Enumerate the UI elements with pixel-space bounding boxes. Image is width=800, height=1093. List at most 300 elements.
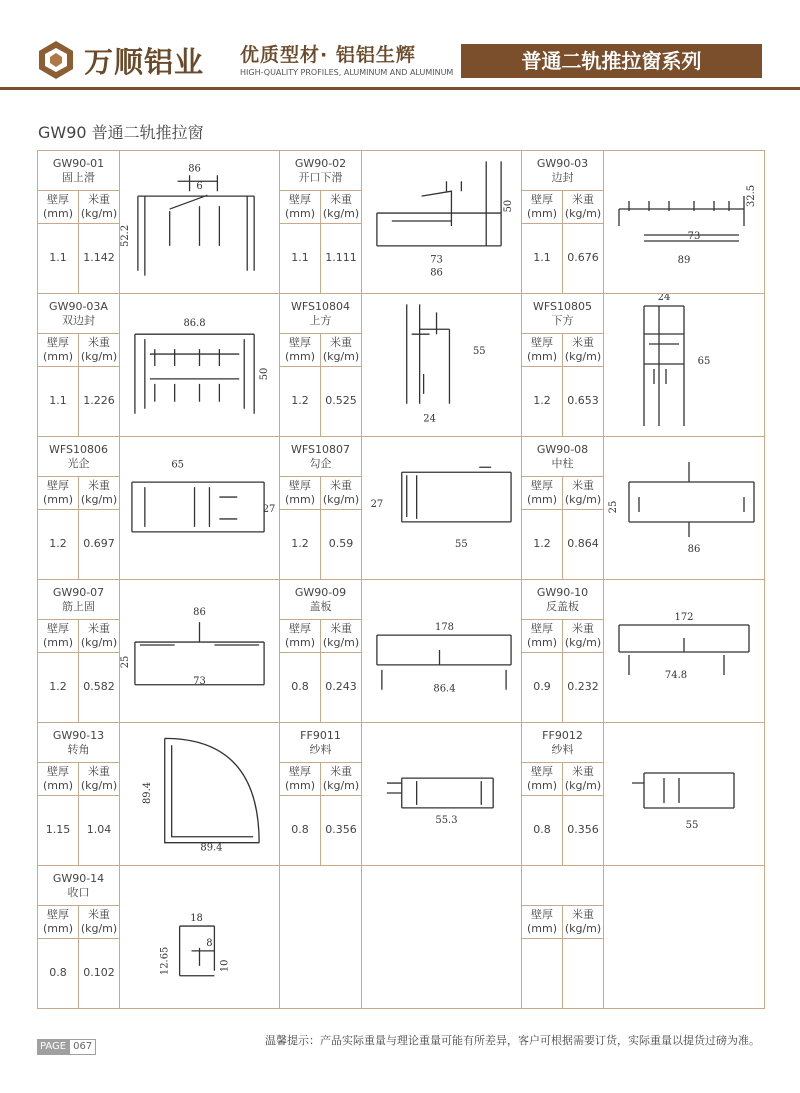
wall-value-line1: 1.2	[533, 394, 551, 408]
wall-value-line1: 1.1	[49, 394, 67, 408]
weight-header-line1: 米重	[330, 765, 352, 779]
profile-section-drawing	[604, 151, 764, 293]
weight-header	[321, 191, 362, 223]
wall-header-line1: 壁厚	[47, 479, 69, 493]
weight-header	[321, 620, 362, 652]
wall-header-line1: 壁厚	[531, 908, 553, 922]
weight-value	[79, 509, 120, 580]
profile-outline	[632, 773, 734, 808]
weight-header-line1: 米重	[572, 908, 594, 922]
weight-header-line2: (kg/m)	[564, 921, 602, 935]
profile-name: 下方	[551, 313, 574, 327]
weight-header-line2: (kg/m)	[322, 492, 360, 506]
profile-drawing	[120, 723, 280, 866]
wall-header-line2: (mm)	[42, 921, 73, 935]
weight-header	[321, 477, 362, 509]
page-number-tag	[37, 1039, 96, 1055]
weight-value-line1: 1.226	[83, 394, 115, 408]
profile-name: 中柱	[551, 456, 574, 470]
dimension-label: 55.3	[435, 814, 458, 826]
weight-value	[79, 652, 120, 723]
wall-value-line1: 1.2	[291, 537, 309, 551]
wall-header-line2: (mm)	[42, 206, 73, 220]
wall-header-line2: (mm)	[42, 492, 73, 506]
wall-value-line1: 1.2	[49, 537, 67, 551]
profile-code: GW90-10	[536, 585, 589, 599]
wall-value-line1: 1.2	[49, 680, 67, 694]
dimension-label: 178	[435, 622, 454, 634]
wall-header	[38, 620, 79, 652]
profile-section-drawing	[362, 151, 521, 293]
empty-cell	[522, 938, 563, 1009]
brand-logo-icon	[36, 40, 76, 80]
dimension-label: 65	[697, 356, 711, 367]
weight-value	[563, 795, 604, 866]
weight-header-line1: 米重	[572, 193, 594, 207]
wall-value	[38, 509, 79, 580]
weight-header-line2: (kg/m)	[564, 635, 602, 649]
wall-header	[522, 906, 563, 938]
profile-drawing	[604, 437, 765, 580]
wall-value-line1: 1.1	[49, 251, 67, 265]
weight-value-line1: 1.111	[325, 251, 357, 265]
dimension-label: 172	[674, 612, 694, 623]
weight-header	[563, 477, 604, 509]
dimension-label: 12.65	[159, 946, 171, 976]
weight-value-line1: 0.356	[325, 823, 357, 837]
weight-value	[79, 938, 120, 1009]
profile-section-drawing	[120, 294, 279, 436]
profile-name: 固上滑	[62, 170, 95, 184]
weight-value-line1: 0.243	[325, 680, 357, 694]
wall-value	[38, 938, 79, 1009]
wall-header-line1: 壁厚	[531, 479, 553, 493]
wall-value	[38, 795, 79, 866]
dimension-label: 89.4	[141, 781, 153, 805]
footer-note: 温馨提示：产品实际重量与理论重量可能有所差异，客户可根据需要订货，实际重量以提货过磅为准。	[265, 1034, 760, 1047]
dimension-label: 73	[430, 254, 443, 266]
wall-header-line1: 壁厚	[289, 479, 311, 493]
weight-value-line1: 0.232	[567, 680, 599, 694]
dimension-label: 73	[193, 675, 206, 687]
dimension-label: 55	[455, 538, 468, 550]
profile-code-cell	[522, 151, 604, 191]
wall-value-line1: 1.15	[45, 823, 71, 837]
wall-header-line2: (mm)	[526, 921, 557, 935]
header-rule	[0, 87, 800, 90]
weight-value-line1: 0.525	[325, 394, 357, 408]
profile-section-drawing	[120, 723, 279, 865]
profile-code: GW90-13	[52, 728, 105, 742]
dimension-label: 89	[677, 255, 691, 266]
profile-code: GW90-03A	[49, 299, 108, 313]
profile-outline	[619, 196, 744, 241]
dimension-label: 86	[188, 163, 201, 175]
profile-code-cell	[280, 437, 362, 477]
profile-code: GW90-02	[294, 156, 347, 170]
series-title: 普通二轨推拉窗系列	[461, 44, 762, 78]
weight-header	[563, 191, 604, 223]
profile-drawing	[120, 866, 280, 1009]
profile-drawing	[120, 294, 280, 437]
profile-drawing	[604, 723, 765, 866]
weight-value-line1: 0.653	[567, 394, 599, 408]
profile-name: 双边封	[62, 313, 95, 327]
weight-header-line2: (kg/m)	[80, 921, 118, 935]
profile-section-drawing	[120, 866, 279, 1008]
profile-drawing	[362, 437, 522, 580]
profile-outline	[132, 482, 264, 532]
wall-value-line1: 1.2	[291, 394, 309, 408]
profile-code: WFS10805	[533, 299, 592, 313]
wall-value-line1: 0.8	[291, 680, 309, 694]
weight-value-line1: 1.142	[83, 251, 115, 265]
weight-header-line2: (kg/m)	[80, 635, 118, 649]
weight-value	[563, 223, 604, 294]
wall-header	[522, 620, 563, 652]
wall-header-line2: (mm)	[284, 635, 315, 649]
profile-outline	[165, 738, 259, 842]
dimension-label: 27	[262, 503, 276, 515]
profile-drawing	[604, 866, 765, 1009]
weight-header	[563, 906, 604, 938]
dimension-label: 86	[430, 267, 443, 279]
dimension-label: 65	[171, 459, 184, 471]
dimension-label: 50	[259, 367, 271, 381]
profile-section-drawing	[120, 580, 279, 722]
weight-header-line1: 米重	[330, 193, 352, 207]
weight-header-line2: (kg/m)	[322, 349, 360, 363]
weight-value-line1: 0.356	[567, 823, 599, 837]
profile-name: 上方	[309, 313, 332, 327]
profile-code: GW90-14	[52, 871, 105, 885]
wall-header-line1: 壁厚	[47, 622, 69, 636]
weight-header-line1: 米重	[572, 479, 594, 493]
weight-header-line2: (kg/m)	[322, 635, 360, 649]
wall-value	[280, 795, 321, 866]
profile-outline	[407, 304, 450, 403]
profile-section-drawing	[362, 294, 521, 436]
empty-cell	[563, 938, 604, 1009]
profile-name: 收口	[67, 885, 90, 899]
weight-value	[79, 366, 120, 437]
weight-value-line1: 0.102	[83, 966, 115, 980]
profile-section-drawing	[362, 723, 521, 865]
profile-name: 转角	[67, 742, 90, 756]
wall-header-line1: 壁厚	[531, 193, 553, 207]
wall-header-line1: 壁厚	[289, 622, 311, 636]
profile-drawing	[120, 151, 280, 294]
dimension-label: 86	[193, 607, 206, 619]
profile-code-cell	[38, 294, 120, 334]
weight-header	[321, 763, 362, 795]
weight-header	[79, 334, 120, 366]
wall-value	[280, 652, 321, 723]
weight-header-line1: 米重	[572, 765, 594, 779]
wall-header-line1: 壁厚	[531, 336, 553, 350]
profile-code-cell	[280, 294, 362, 334]
profile-section-drawing	[604, 723, 764, 865]
wall-value	[280, 223, 321, 294]
profile-code: GW90-03	[536, 156, 589, 170]
weight-value	[79, 795, 120, 866]
empty-cell	[280, 866, 362, 1009]
wall-header	[38, 763, 79, 795]
weight-header	[563, 763, 604, 795]
profile-section-drawing	[120, 437, 279, 579]
weight-header-line1: 米重	[88, 908, 110, 922]
wall-header-line1: 壁厚	[47, 193, 69, 207]
profile-code: GW90-01	[52, 156, 105, 170]
profile-code-cell	[280, 151, 362, 191]
profile-code: GW90-09	[294, 585, 347, 599]
wall-header-line2: (mm)	[42, 778, 73, 792]
wall-value-line1: 1.1	[291, 251, 309, 265]
dimension-label: 18	[190, 913, 203, 925]
wall-value	[522, 366, 563, 437]
profile-name: 边封	[551, 170, 574, 184]
profile-section-drawing	[362, 437, 521, 579]
dimension-label: 6	[196, 181, 203, 193]
profile-table	[37, 150, 765, 1009]
wall-header	[280, 191, 321, 223]
wall-value	[38, 366, 79, 437]
weight-value-line1: 0.864	[567, 537, 599, 551]
wall-value	[280, 509, 321, 580]
weight-header	[563, 334, 604, 366]
wall-header-line2: (mm)	[284, 492, 315, 506]
wall-value	[522, 652, 563, 723]
profile-outline	[644, 306, 684, 426]
weight-header	[79, 191, 120, 223]
dimension-label: 24	[423, 413, 436, 425]
profile-drawing	[362, 866, 522, 1009]
wall-header	[522, 191, 563, 223]
profile-drawing	[604, 580, 765, 723]
profile-outline	[135, 334, 254, 414]
wall-header-line1: 壁厚	[531, 765, 553, 779]
wall-header	[38, 906, 79, 938]
profile-section-drawing	[604, 294, 764, 436]
profile-code-cell	[522, 723, 604, 763]
brand-name: 万顺铝业	[84, 45, 205, 79]
profile-code-cell	[522, 294, 604, 334]
profile-code-cell	[38, 437, 120, 477]
weight-value-line1: 0.676	[567, 251, 599, 265]
profile-code-cell	[522, 437, 604, 477]
wall-header-line2: (mm)	[284, 349, 315, 363]
profile-code-cell	[280, 580, 362, 620]
profile-name: 纱料	[309, 742, 332, 756]
weight-value-line1: 0.582	[83, 680, 115, 694]
profile-code-cell	[38, 723, 120, 763]
page-number: 067	[69, 1039, 96, 1055]
dimension-label: 86.8	[183, 318, 206, 330]
weight-value	[563, 509, 604, 580]
wall-header-line2: (mm)	[42, 349, 73, 363]
wall-value-line1: 0.9	[533, 680, 551, 694]
dimension-label: 73	[687, 231, 701, 242]
wall-value	[522, 509, 563, 580]
profile-code: GW90-07	[52, 585, 105, 599]
weight-value	[321, 366, 362, 437]
weight-header	[79, 906, 120, 938]
profile-drawing	[604, 294, 765, 437]
weight-header-line1: 米重	[88, 479, 110, 493]
weight-header	[563, 620, 604, 652]
profile-code-cell	[38, 151, 120, 191]
wall-header-line1: 壁厚	[47, 336, 69, 350]
dimension-label: 50	[503, 199, 515, 213]
wall-header	[38, 334, 79, 366]
weight-value-line1: 0.59	[328, 537, 354, 551]
profile-outline	[402, 467, 511, 522]
weight-header-line2: (kg/m)	[80, 778, 118, 792]
wall-value-line1: 0.8	[291, 823, 309, 837]
profile-code-cell	[522, 580, 604, 620]
wall-header	[280, 477, 321, 509]
profile-code: WFS10804	[291, 299, 350, 313]
wall-header-line2: (mm)	[526, 206, 557, 220]
weight-header-line2: (kg/m)	[80, 206, 118, 220]
profile-name: 盖板	[309, 599, 332, 613]
weight-value-line1: 1.04	[86, 823, 112, 837]
wall-header	[522, 763, 563, 795]
dimension-label: 52.2	[120, 224, 131, 247]
empty-cell	[522, 866, 604, 906]
wall-header-line2: (mm)	[526, 349, 557, 363]
weight-header-line1: 米重	[88, 336, 110, 350]
weight-value	[321, 509, 362, 580]
profile-name: 开口下滑	[298, 170, 343, 184]
profile-name: 光企	[67, 456, 90, 470]
page-title: GW90 普通二轨推拉窗	[38, 123, 204, 142]
dimension-label: 25	[608, 500, 619, 514]
profile-section-drawing	[362, 580, 521, 722]
wall-value	[38, 223, 79, 294]
weight-header-line1: 米重	[88, 622, 110, 636]
profile-outline	[377, 161, 501, 245]
wall-header	[38, 191, 79, 223]
profile-drawing	[362, 151, 522, 294]
weight-header-line2: (kg/m)	[564, 349, 602, 363]
wall-header-line1: 壁厚	[289, 193, 311, 207]
profile-drawing	[362, 723, 522, 866]
dimension-label: 89.4	[200, 842, 223, 854]
profile-drawing	[120, 437, 280, 580]
weight-value	[563, 366, 604, 437]
wall-value	[280, 366, 321, 437]
wall-value	[38, 652, 79, 723]
weight-value-line1: 0.697	[83, 537, 115, 551]
dimension-label: 86.4	[433, 683, 456, 695]
dimension-label: 55	[685, 820, 699, 831]
wall-header-line1: 壁厚	[531, 622, 553, 636]
profile-name: 反盖板	[546, 599, 579, 613]
wall-header-line2: (mm)	[284, 778, 315, 792]
profile-section-drawing	[604, 437, 764, 579]
weight-header	[79, 620, 120, 652]
wall-value-line1: 0.8	[49, 966, 67, 980]
weight-value	[321, 652, 362, 723]
dimension-label: 24	[657, 294, 671, 303]
profile-section-drawing	[120, 151, 279, 293]
profile-name: 筋上固	[62, 599, 95, 613]
wall-header-line1: 壁厚	[289, 765, 311, 779]
dimension-label: 74.8	[664, 670, 688, 681]
profile-code: FF9011	[300, 728, 341, 742]
wall-header-line1: 壁厚	[47, 908, 69, 922]
weight-header-line1: 米重	[572, 336, 594, 350]
wall-header	[280, 763, 321, 795]
wall-header	[280, 334, 321, 366]
dimension-label: 86	[687, 544, 701, 555]
dimension-label: 27	[370, 499, 384, 511]
dimension-label: 8	[206, 937, 213, 949]
slogan: 优质型材· 铝铝生辉	[240, 44, 416, 66]
weight-header-line2: (kg/m)	[564, 778, 602, 792]
weight-header-line2: (kg/m)	[80, 492, 118, 506]
weight-value	[321, 223, 362, 294]
weight-header-line1: 米重	[572, 622, 594, 636]
weight-header-line1: 米重	[88, 765, 110, 779]
profile-name: 纱料	[551, 742, 574, 756]
profile-drawing	[362, 294, 522, 437]
weight-header-line2: (kg/m)	[564, 206, 602, 220]
profile-code: GW90-08	[536, 442, 589, 456]
wall-value-line1: 0.8	[533, 823, 551, 837]
weight-header-line1: 米重	[330, 622, 352, 636]
wall-header	[522, 334, 563, 366]
profile-code: WFS10806	[49, 442, 108, 456]
profile-outline	[387, 778, 493, 808]
slogan-en: HIGH-QUALITY PROFILES, ALUMINUM AND ALUMINUM	[240, 68, 454, 77]
weight-header-line1: 米重	[330, 479, 352, 493]
profile-code-cell	[38, 580, 120, 620]
dimension-label: 32.5	[746, 184, 757, 208]
wall-value-line1: 1.2	[533, 537, 551, 551]
wall-value	[522, 795, 563, 866]
wall-value	[522, 223, 563, 294]
page-header	[0, 0, 800, 92]
weight-header-line2: (kg/m)	[80, 349, 118, 363]
weight-header-line1: 米重	[88, 193, 110, 207]
wall-header-line2: (mm)	[42, 635, 73, 649]
weight-header-line2: (kg/m)	[322, 206, 360, 220]
wall-header	[522, 477, 563, 509]
wall-header-line2: (mm)	[526, 778, 557, 792]
profile-drawing	[120, 580, 280, 723]
weight-header-line2: (kg/m)	[564, 492, 602, 506]
weight-header	[79, 763, 120, 795]
weight-value	[321, 795, 362, 866]
profile-drawing	[604, 151, 765, 294]
profile-drawing	[362, 580, 522, 723]
profile-code: FF9012	[542, 728, 583, 742]
wall-header-line2: (mm)	[284, 206, 315, 220]
wall-header-line2: (mm)	[526, 492, 557, 506]
profile-section-drawing	[604, 580, 764, 722]
page-label: PAGE	[37, 1039, 69, 1055]
weight-value	[563, 652, 604, 723]
weight-header	[321, 334, 362, 366]
weight-header-line1: 米重	[330, 336, 352, 350]
wall-value-line1: 1.1	[533, 251, 551, 265]
profile-outline	[180, 926, 215, 976]
weight-header-line2: (kg/m)	[322, 778, 360, 792]
profile-name: 勾企	[309, 456, 332, 470]
wall-header	[280, 620, 321, 652]
